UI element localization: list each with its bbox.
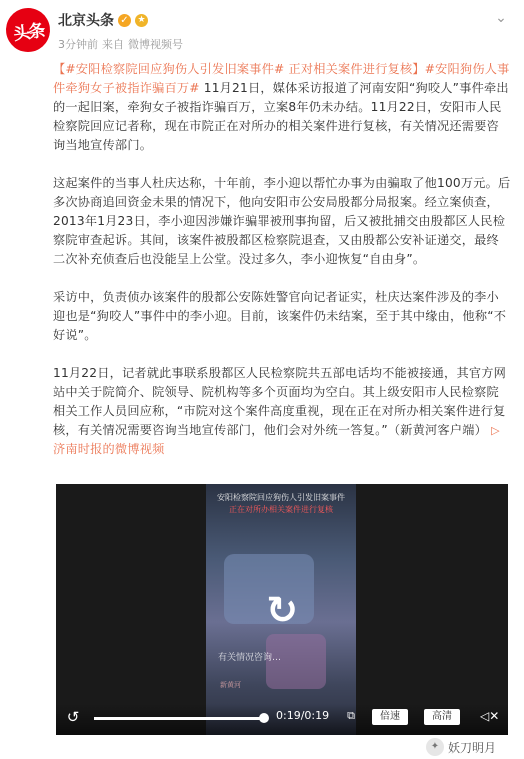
author-row [58,9,148,31]
progress-bar[interactable] [94,717,264,720]
post-body [53,60,511,478]
medal-icon: ★ [135,14,148,27]
paragraph-1-text: 11月21日，媒体采访报道了河南安阳“狗咬人”事件牵出的一起旧案，牵狗女子被指诈骗百万，立案8年仍未办结。11月22日，安阳市人民检察院回应记者称，现在市院正在对所办的相关案件进行复核，有关情况还需要咨询当地宣传部门。 [53,81,509,152]
paragraph-4-text: 11月22日，记者就此事联系殷都区人民检察院共五部电话均不能被接通，其官方网站中关于院简介、院领导、院机构等多个页面均为空白。其上级安阳市人民检察院相关工作人员回应称，“市院对这个案件高度重视，现在正在对所办相关案件进行复核，有关情况需要咨询当地宣传部门，他们会对外统一答复。”（新黄河客户端） [53,366,506,437]
hashtag-topic[interactable]: 【#安阳检察院回应狗伤人引发旧案事件# 正对相关案件进行复核】 [53,62,425,76]
quality-button[interactable]: 高清 [424,709,460,725]
avatar[interactable]: 头条 [3,5,53,55]
speed-button[interactable]: 倍速 [372,709,408,725]
post-header [0,0,524,60]
video-time: 0:19/0:19 [276,709,330,722]
video-frame-title-line1: 安阳检察院回应狗伤人引发旧案事件 [217,493,345,502]
chevron-down-icon[interactable]: ⌄ [495,10,507,26]
paragraph-1 [53,60,511,155]
post-source[interactable]: 微博视频号 [128,38,183,51]
post-time: 3分钟前 [58,38,98,51]
hashtag-topic-2[interactable]: #安阳狗伤人事件牵狗女子被指诈骗百万# [53,62,510,95]
mute-icon[interactable]: ◁✕ [480,709,500,723]
video-source-link[interactable]: 济南时报的微博视频 [53,442,165,456]
replay-icon[interactable]: ↻ [266,588,298,632]
video-frame-title-line2: 正在对所办相关案件进行复核 [229,505,333,514]
watermark-text: 妖刀明月 [448,740,497,755]
video-frame-caption: 有关情况咨询… [218,653,282,663]
source-prefix: 来自 [102,38,124,51]
video-player[interactable] [56,484,508,735]
watermark [426,738,496,756]
paragraph-3: 采访中，负责侦办该案件的殷都公安陈姓警官向记者证实，杜庆达案件涉及的李小迎也是“狗咬人”事件中的李小迎。目前，该案件仍未结案，至于其中缘由，他称“不好说”。 [53,290,507,342]
link-icon[interactable]: ▷ [491,424,500,437]
paragraph-4 [53,364,511,459]
verified-badge-icon: ✓ [118,14,131,27]
progress-handle[interactable] [259,713,269,723]
video-controls [56,704,508,735]
paragraph-2: 这起案件的当事人杜庆达称，十年前，李小迎以帮忙办事为由骗取了他100万元。后多次协商追回资金未果的情况下，他向安阳市公安局殷都分局报案。经立案侦查，2013年1月23日，李小迎因涉嫌诈骗罪被刑事拘留，后又被批捕交由殷都区人民检察院审查起诉。其间，该案件被殷都区检察院退查，又由殷都公安补证递交，最终二次补充侦查后也没能呈上公堂。没过多久，李小迎恢复“自由身”。 [53,176,511,266]
author-name[interactable]: 北京头条 [58,13,114,29]
video-frame-logo: 新黄河 [220,681,241,689]
progress-fill [94,717,264,720]
picture-in-picture-icon[interactable]: ⧉ [347,709,355,722]
replay-small-icon[interactable]: ↺ [66,708,80,726]
post-meta [58,36,183,52]
wechat-icon: ✦ [426,738,444,756]
video-frame-title [206,492,356,516]
